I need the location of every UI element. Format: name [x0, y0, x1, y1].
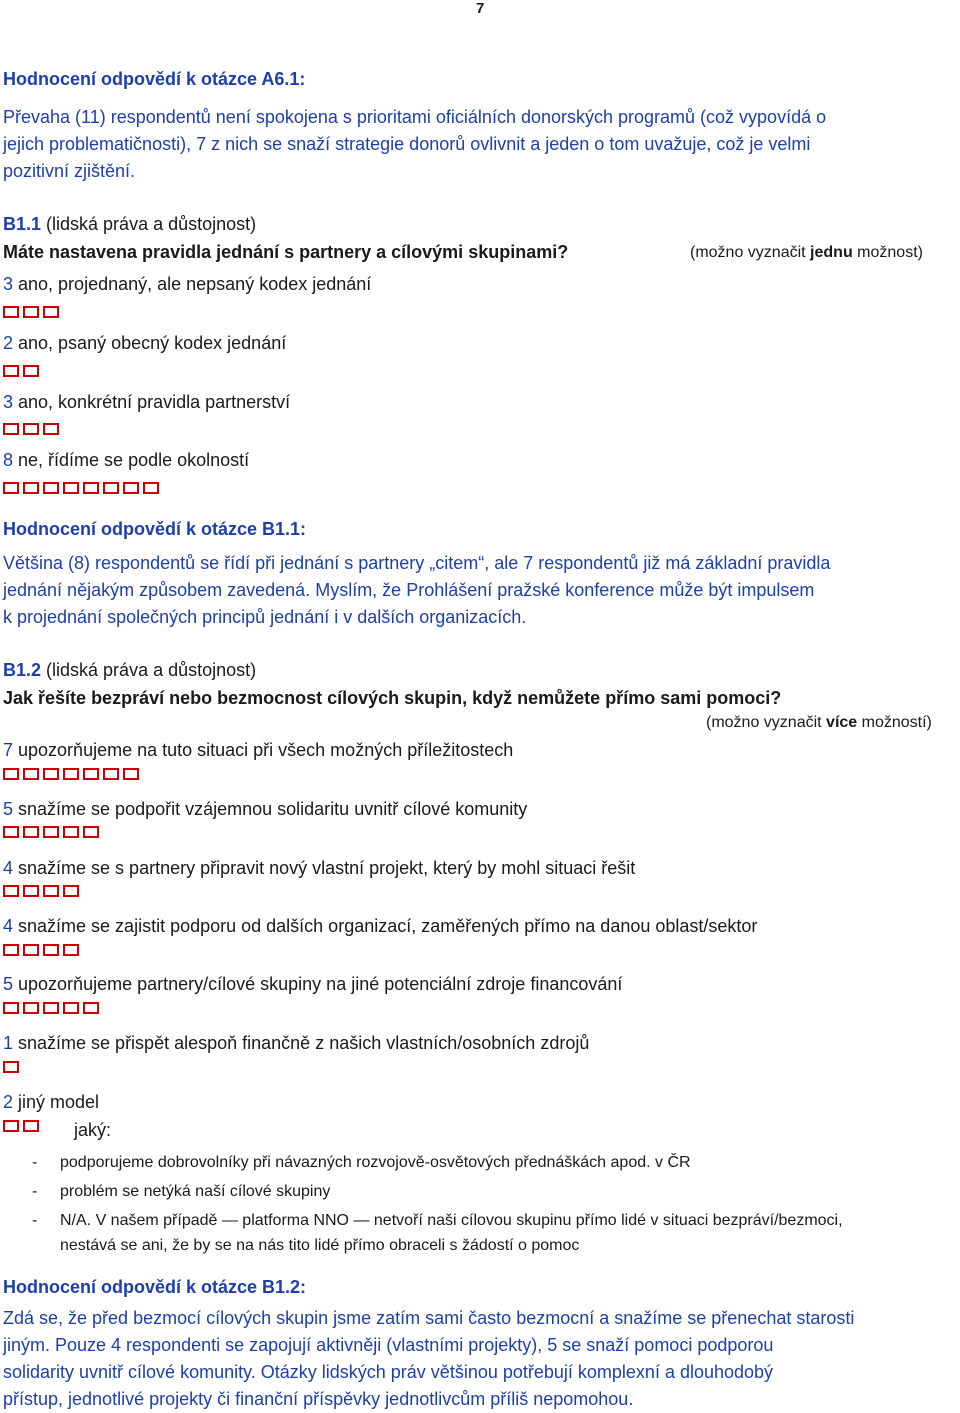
tally-checkbox [63, 885, 79, 897]
b12-note-post: možností) [857, 714, 932, 731]
answer-label: jiný model [13, 1092, 100, 1112]
tally-checkbox [3, 768, 19, 780]
answer-label: ano, psaný obecný kodex jednání [13, 333, 287, 353]
answer-count: 3 [3, 274, 14, 294]
tally-checkbox [103, 482, 119, 494]
a6-eval-line-3: pozitivní zjištění. [3, 161, 136, 181]
tally-checkbox [3, 482, 19, 494]
answer-count: 1 [3, 1033, 14, 1053]
b12-eval-line-3: solidarity uvnitř cílové komunity. Otázky lidských práv většinou potřebují komplexní a dlouhodobý [3, 1362, 774, 1382]
tally-checkbox [43, 768, 59, 780]
b12-answer-2 [3, 799, 527, 820]
b12-eval-heading: Hodnocení odpovědí k otázce B1.2: [3, 1277, 307, 1297]
b12-other-label: jaký: [74, 1120, 112, 1140]
tally-checkbox [63, 944, 79, 956]
b11-answer-4 [3, 450, 249, 471]
answer-count: 2 [3, 1092, 14, 1112]
answer-label: ano, projednaný, ale nepsaný kodex jednání [13, 274, 372, 294]
b12-answer-7 [3, 1092, 99, 1113]
b11-note-key: jednu [810, 244, 853, 261]
list-item-text: podporujeme dobrovolníky při návazných rozvojově-osvětových přednáškách apod. v ČR [60, 1154, 691, 1171]
b12-answer-3 [3, 858, 635, 879]
list-item-text-continued: nestává se ani, že by se na nás tito lidé přímo obraceli s žádostí o pomoc [60, 1237, 580, 1254]
list-item [0, 1208, 960, 1258]
tally-checkbox [3, 1120, 19, 1132]
b12-answer-3-boxes [3, 885, 79, 897]
b11-answer-1 [3, 274, 371, 295]
answer-count: 4 [3, 858, 14, 878]
b11-note-pre: (možno vyznačit [690, 244, 811, 261]
list-item-text: N/A. V našem případě — platforma NNO — netvoří naši cílovou skupinu přímo lidé v situaci bezpráví/bezmoci, [60, 1212, 843, 1229]
b12-answer-4 [3, 916, 757, 937]
b11-question: Máte nastavena pravidla jednání s partnery a cílovými skupinami? [3, 242, 569, 262]
b12-answer-6-boxes [3, 1061, 19, 1073]
tally-checkbox [43, 482, 59, 494]
a6-eval-line-2: jejich problematičnosti), 7 z nich se snaží strategie donorů ovlivnit a jeden o tom uvažuje, což je velmi [3, 134, 811, 154]
tally-checkbox [43, 826, 59, 838]
tally-checkbox [83, 826, 99, 838]
b12-answer-6 [3, 1033, 589, 1054]
tally-checkbox [3, 306, 19, 318]
tally-checkbox [43, 885, 59, 897]
answer-label: snažíme se podpořit vzájemnou solidaritu uvnitř cílové komunity [13, 799, 528, 819]
list-item [0, 1179, 960, 1204]
b12-eval-line-4: přístup, jednotlivé projekty či finanční příspěvky jednotlivcům příliš nepomohou. [3, 1389, 634, 1409]
tally-checkbox [3, 826, 19, 838]
b11-eval-line-1: Většina (8) respondentů se řídí při jednání s partnery „citem“, ale 7 respondentů již má základní pravidla [3, 553, 831, 573]
answer-count: 2 [3, 333, 14, 353]
tally-checkbox [83, 768, 99, 780]
tally-checkbox [23, 423, 39, 435]
b12-answer-4-boxes [3, 944, 79, 956]
tally-checkbox [143, 482, 159, 494]
answer-label: upozorňujeme partnery/cílové skupiny na jiné potenciální zdroje financování [13, 974, 623, 994]
tally-checkbox [3, 423, 19, 435]
b11-eval-line-2: jednání nějakým způsobem zavedená. Myslím, že Prohlášení pražské konference může být impulsem [3, 580, 815, 600]
b11-answer-2 [3, 333, 286, 354]
b12-note-key: více [826, 714, 858, 731]
b12-answer-1-boxes [3, 768, 139, 780]
list-dash: - [32, 1183, 38, 1200]
b12-note [706, 714, 932, 732]
b12-answer-5-boxes [3, 1002, 99, 1014]
b12-answer-7-boxes [3, 1120, 39, 1132]
answer-count: 5 [3, 799, 14, 819]
tally-checkbox [23, 482, 39, 494]
tally-checkbox [23, 365, 39, 377]
tally-checkbox [3, 944, 19, 956]
tally-checkbox [23, 885, 39, 897]
tally-checkbox [43, 423, 59, 435]
tally-checkbox [3, 1002, 19, 1014]
tally-checkbox [43, 944, 59, 956]
tally-checkbox [123, 482, 139, 494]
b12-eval-line-2: jiným. Pouze 4 respondenti se zapojují aktivněji (vlastními projekty), 5 se snaží pomoci podporou [3, 1335, 774, 1355]
b11-title [3, 214, 256, 235]
answer-count: 3 [3, 392, 14, 412]
tally-checkbox [83, 1002, 99, 1014]
tally-checkbox [3, 365, 19, 377]
tally-checkbox [63, 1002, 79, 1014]
tally-checkbox [43, 306, 59, 318]
tally-checkbox [23, 1120, 39, 1132]
b12-answer-1 [3, 740, 513, 761]
tally-checkbox [63, 482, 79, 494]
b11-answer-4-boxes [3, 482, 159, 494]
answer-label: upozorňujeme na tuto situaci při všech možných příležitostech [13, 740, 514, 760]
answer-count: 4 [3, 916, 14, 936]
answer-label: ne, řídíme se podle okolností [13, 450, 250, 470]
tally-checkbox [63, 768, 79, 780]
list-dash: - [32, 1212, 38, 1229]
b12-code: B1.2 [3, 660, 42, 680]
tally-checkbox [23, 826, 39, 838]
tally-checkbox [23, 944, 39, 956]
b11-code: B1.1 [3, 214, 42, 234]
tally-checkbox [23, 768, 39, 780]
tally-checkbox [43, 1002, 59, 1014]
tally-checkbox [3, 885, 19, 897]
tally-checkbox [123, 768, 139, 780]
answer-label: snažíme se přispět alespoň finančně z našich vlastních/osobních zdrojů [13, 1033, 590, 1053]
answer-count: 8 [3, 450, 14, 470]
a6-eval-line-1: Převaha (11) respondentů není spokojena s prioritami oficiálních donorských programů (což vypovídá o [3, 107, 827, 127]
list-item [0, 1150, 960, 1175]
b11-answer-1-boxes [3, 306, 59, 318]
tally-checkbox [23, 1002, 39, 1014]
page-number: 7 [476, 0, 485, 17]
answer-label: snažíme se zajistit podporu od dalších organizací, zaměřených přímo na danou oblast/sektor [13, 916, 758, 936]
b11-note [690, 244, 923, 262]
b11-answer-2-boxes [3, 365, 39, 377]
tally-checkbox [103, 768, 119, 780]
tally-checkbox [83, 482, 99, 494]
b11-answer-3 [3, 392, 290, 413]
b12-answer-5 [3, 974, 622, 995]
tally-checkbox [3, 1061, 19, 1073]
answer-count: 5 [3, 974, 14, 994]
b12-question: Jak řešíte bezpráví nebo bezmocnost cílových skupin, když nemůžete přímo sami pomoci? [3, 688, 782, 708]
list-dash: - [32, 1154, 38, 1171]
answer-label: snažíme se s partnery připravit nový vlastní projekt, který by mohl situaci řešit [13, 858, 636, 878]
b11-topic: (lidská práva a důstojnost) [41, 214, 257, 234]
a6-eval-heading: Hodnocení odpovědí k otázce A6.1: [3, 69, 306, 89]
tally-checkbox [63, 826, 79, 838]
b12-answer-2-boxes [3, 826, 99, 838]
b12-eval-line-1: Zdá se, že před bezmocí cílových skupin jsme zatím sami často bezmocní a snažíme se přenechat starosti [3, 1308, 855, 1328]
answer-count: 7 [3, 740, 14, 760]
b11-eval-line-3: k projednání společných principů jednání i v dalších organizacích. [3, 607, 527, 627]
tally-checkbox [23, 306, 39, 318]
b11-note-post: možnost) [852, 244, 923, 261]
answer-label: ano, konkrétní pravidla partnerství [13, 392, 291, 412]
b12-note-pre: (možno vyznačit [706, 714, 827, 731]
b11-answer-3-boxes [3, 423, 59, 435]
b12-title [3, 660, 256, 681]
list-item-text: problém se netýká naší cílové skupiny [60, 1183, 331, 1200]
b12-topic: (lidská práva a důstojnost) [41, 660, 257, 680]
b11-eval-heading: Hodnocení odpovědí k otázce B1.1: [3, 519, 307, 539]
